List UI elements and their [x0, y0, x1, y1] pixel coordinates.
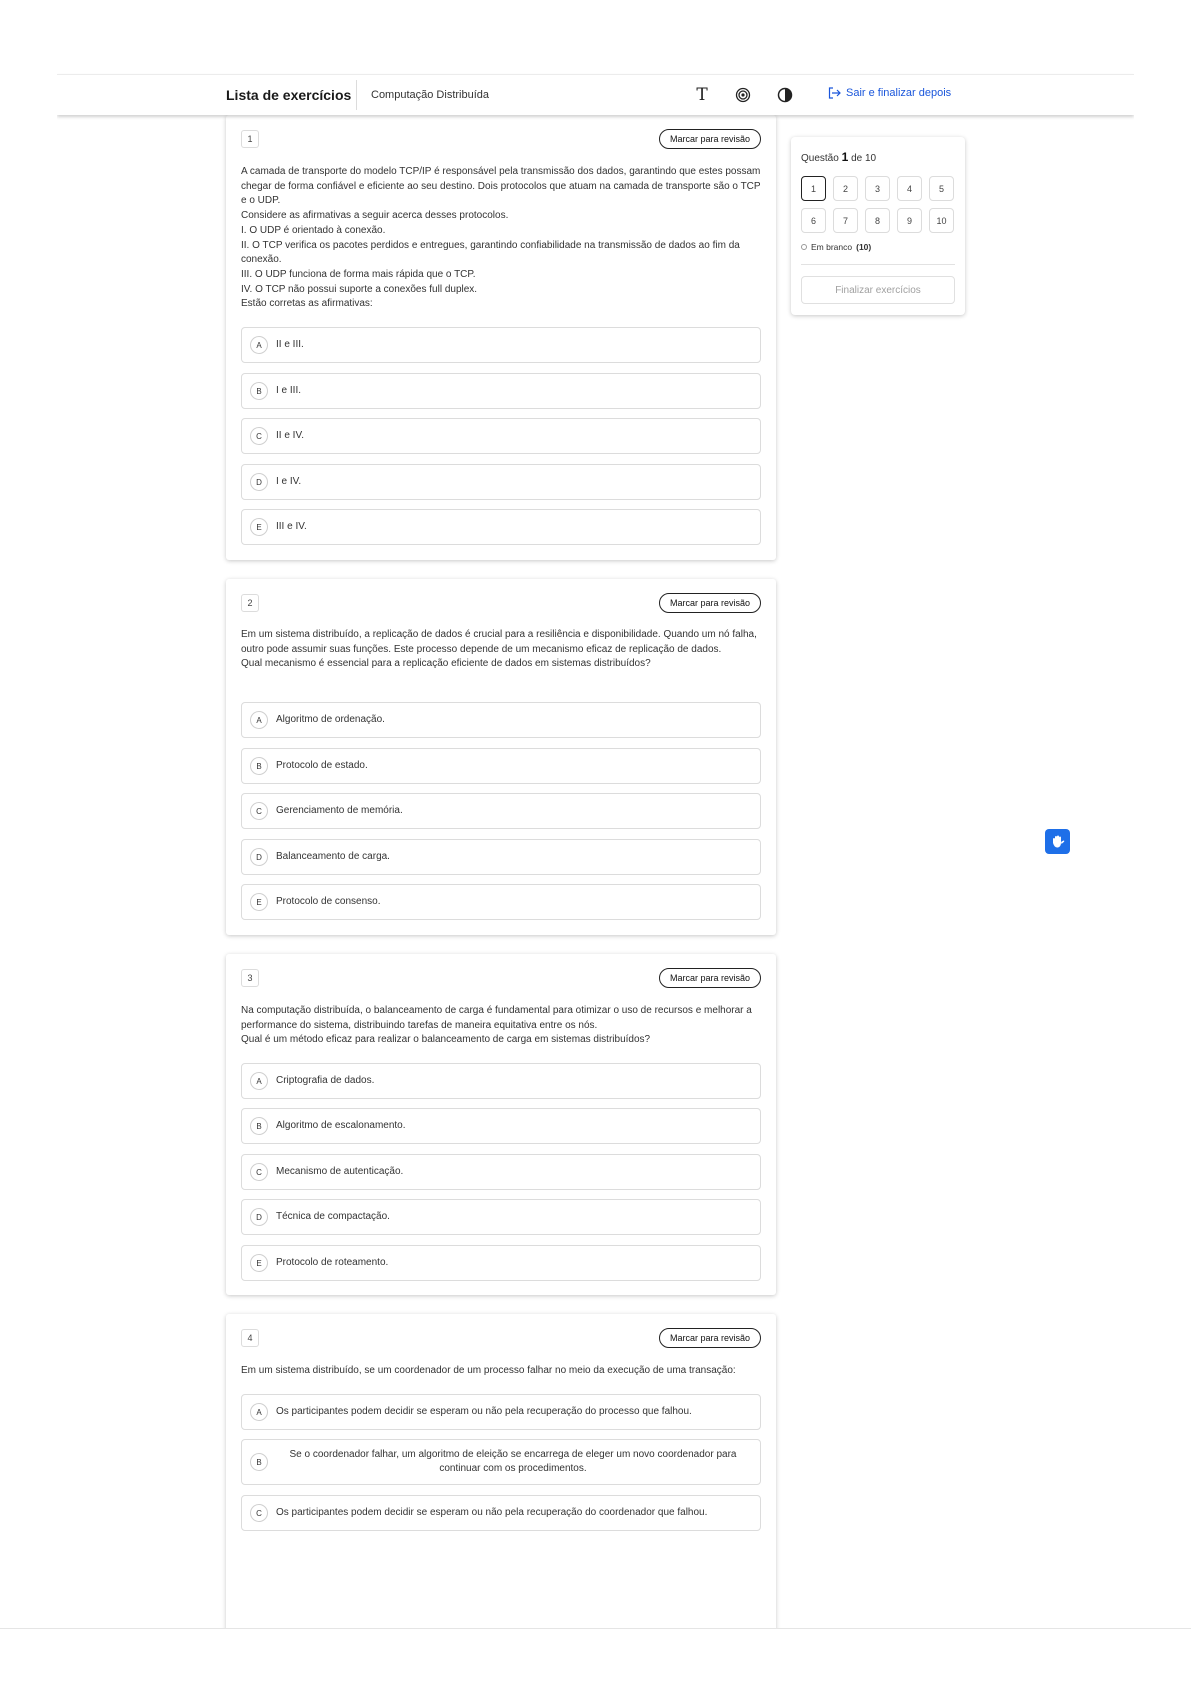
option-text: Protocolo de estado. — [276, 760, 368, 771]
statement-paragraph: Considere as afirmativas a seguir acerca desses protocolos. — [241, 210, 509, 222]
statement-paragraph: I. O UDP é orientado à conexão. — [241, 224, 386, 236]
option-letter: D — [250, 848, 268, 866]
option-c[interactable] — [241, 1495, 761, 1531]
question-card-3 — [226, 954, 776, 1295]
option-c[interactable] — [241, 793, 761, 829]
question-number: 3 — [241, 969, 259, 987]
option-text: Algoritmo de ordenação. — [276, 714, 385, 725]
target-icon[interactable] — [733, 85, 753, 105]
option-e[interactable] — [241, 509, 761, 545]
counter-suffix: de 10 — [851, 153, 877, 164]
option-c[interactable] — [241, 1154, 761, 1190]
mark-for-review-button[interactable]: Marcar para revisão — [659, 1328, 761, 1348]
option-text: Algoritmo de escalonamento. — [276, 1120, 406, 1131]
nav-question-4[interactable]: 4 — [897, 176, 922, 201]
question-card-1 — [226, 115, 776, 560]
option-letter: A — [250, 711, 268, 729]
option-text: Se o coordenador falhar, um algoritmo de eleição se encarrega de eleger um novo coordenador para continuar com os procedimentos. — [289, 1449, 737, 1474]
option-text: Mecanismo de autenticação. — [276, 1166, 404, 1177]
page-title: Lista de exercícios — [226, 87, 352, 103]
option-text: II e III. — [276, 339, 304, 350]
sign-language-icon — [1050, 834, 1066, 850]
course-name: Computação Distribuída — [371, 89, 490, 101]
question-counter — [801, 150, 876, 164]
option-a[interactable] — [241, 1063, 761, 1099]
question-navigator — [791, 137, 965, 315]
option-e[interactable] — [241, 1245, 761, 1281]
option-letter: E — [250, 893, 268, 911]
option-text: Os participantes podem decidir se esperam ou não pela recuperação do coordenador que falhou. — [276, 1507, 708, 1518]
statement-paragraph: Na computação distribuída, o balanceamento de carga é fundamental para otimizar o uso de recursos e melhorar a performance do sistema, distribuindo tarefas de maneira equitativa entre os nós. — [241, 1005, 752, 1031]
question-number: 4 — [241, 1329, 259, 1347]
question-card-4 — [226, 1314, 776, 1628]
option-e[interactable] — [241, 884, 761, 920]
question-statement — [241, 1004, 761, 1048]
question-statement — [241, 1364, 761, 1379]
option-letter: D — [250, 1208, 268, 1226]
mark-for-review-button[interactable]: Marcar para revisão — [659, 129, 761, 149]
finish-exercises-button[interactable]: Finalizar exercícios — [801, 276, 955, 304]
option-text: Criptografia de dados. — [276, 1075, 375, 1086]
option-text: II e IV. — [276, 430, 304, 441]
question-number: 2 — [241, 594, 259, 612]
option-letter: A — [250, 1403, 268, 1421]
option-text: Gerenciamento de memória. — [276, 805, 403, 816]
option-b[interactable] — [241, 748, 761, 784]
nav-question-8[interactable]: 8 — [865, 208, 890, 233]
option-text: Protocolo de roteamento. — [276, 1257, 389, 1268]
legend-label: Em branco — [811, 242, 853, 252]
contrast-icon[interactable] — [775, 85, 795, 105]
question-statement — [241, 165, 761, 312]
option-text: Os participantes podem decidir se esperam ou não pela recuperação do processo que falhou. — [276, 1406, 692, 1417]
nav-question-9[interactable]: 9 — [897, 208, 922, 233]
exit-icon — [828, 87, 841, 99]
option-letter: B — [250, 1117, 268, 1135]
statement-paragraph: IV. O TCP não possui suporte a conexões full duplex. — [241, 283, 478, 295]
mark-for-review-button[interactable]: Marcar para revisão — [659, 593, 761, 613]
counter-prefix: Questão — [801, 153, 839, 164]
nav-question-5[interactable]: 5 — [929, 176, 954, 201]
accessibility-button[interactable] — [1045, 829, 1070, 854]
question-card-2 — [226, 579, 776, 935]
blank-dot-icon — [801, 244, 807, 250]
statement-paragraph: Em um sistema distribuído, se um coordenador de um processo falhar no meio da execução de uma transação: — [241, 1365, 736, 1376]
top-header — [57, 74, 1134, 115]
option-letter: A — [250, 336, 268, 354]
option-letter: C — [250, 802, 268, 820]
option-a[interactable] — [241, 702, 761, 738]
option-text: Balanceamento de carga. — [276, 851, 390, 862]
statement-paragraph: Em um sistema distribuído, a replicação de dados é crucial para a resiliência e disponibilidade. Quando um nó falha, outro pode assumir suas funções. Este processo depende de um mecanismo eficaz de replicação de dados. — [241, 629, 757, 655]
option-text: I e III. — [276, 385, 302, 396]
statement-paragraph: Qual mecanismo é essencial para a replicação eficiente de dados em sistemas distribuídos? — [241, 658, 651, 670]
option-letter: B — [250, 757, 268, 775]
option-b[interactable] — [241, 1439, 761, 1485]
question-statement — [241, 628, 761, 672]
option-a[interactable] — [241, 1394, 761, 1430]
blank-legend — [801, 242, 871, 252]
header-divider — [356, 80, 357, 110]
current-question: 1 — [841, 150, 849, 164]
statement-paragraph: Estão corretas as afirmativas: — [241, 298, 373, 310]
option-letter: C — [250, 1504, 268, 1522]
exit-label: Sair e finalizar depois — [846, 87, 952, 99]
option-text: Protocolo de consenso. — [276, 896, 381, 907]
bottom-bar — [0, 1628, 1191, 1685]
nav-question-10[interactable]: 10 — [929, 208, 954, 233]
statement-paragraph: III. O UDP funciona de forma mais rápida que o TCP. — [241, 268, 476, 280]
option-text: Técnica de compactação. — [276, 1211, 390, 1222]
option-c[interactable] — [241, 418, 761, 454]
statement-paragraph: Qual é um método eficaz para realizar o balanceamento de carga em sistemas distribuídos? — [241, 1034, 651, 1046]
nav-question-6[interactable]: 6 — [801, 208, 826, 233]
option-a[interactable] — [241, 327, 761, 363]
option-letter: C — [250, 427, 268, 445]
option-d[interactable] — [241, 1199, 761, 1235]
nav-question-7[interactable]: 7 — [833, 208, 858, 233]
exit-and-finish-later-link[interactable] — [828, 87, 951, 99]
legend-count: (10) — [856, 242, 872, 252]
mark-for-review-button[interactable]: Marcar para revisão — [659, 968, 761, 988]
option-letter: C — [250, 1163, 268, 1181]
navigator-divider — [801, 264, 955, 265]
option-letter: B — [250, 382, 268, 400]
nav-question-2[interactable]: 2 — [833, 176, 858, 201]
nav-question-1[interactable]: 1 — [801, 176, 826, 201]
statement-paragraph: A camada de transporte do modelo TCP/IP é responsável pela transmissão dos dados, garantindo que estes possam chegar de forma confiável e eficiente ao seu destino. Dois protocolos que atuam na camada de transporte são o TCP e o UDP. — [241, 166, 761, 207]
option-text: I e IV. — [276, 476, 302, 487]
option-text: III e IV. — [276, 521, 307, 532]
option-letter: A — [250, 1072, 268, 1090]
text-size-icon[interactable]: T — [696, 85, 708, 105]
nav-question-3[interactable]: 3 — [865, 176, 890, 201]
question-number: 1 — [241, 130, 259, 148]
option-d[interactable] — [241, 464, 761, 500]
option-letter: E — [250, 1254, 268, 1272]
exam-viewport — [57, 0, 1134, 1628]
option-b[interactable] — [241, 373, 761, 409]
option-letter: B — [250, 1453, 268, 1471]
option-letter: D — [250, 473, 268, 491]
statement-paragraph: II. O TCP verifica os pacotes perdidos e entregues, garantindo confiabilidade na transmissão de dados ao fim da conexão. — [241, 239, 740, 266]
option-letter: E — [250, 518, 268, 536]
option-d[interactable] — [241, 839, 761, 875]
option-b[interactable] — [241, 1108, 761, 1144]
